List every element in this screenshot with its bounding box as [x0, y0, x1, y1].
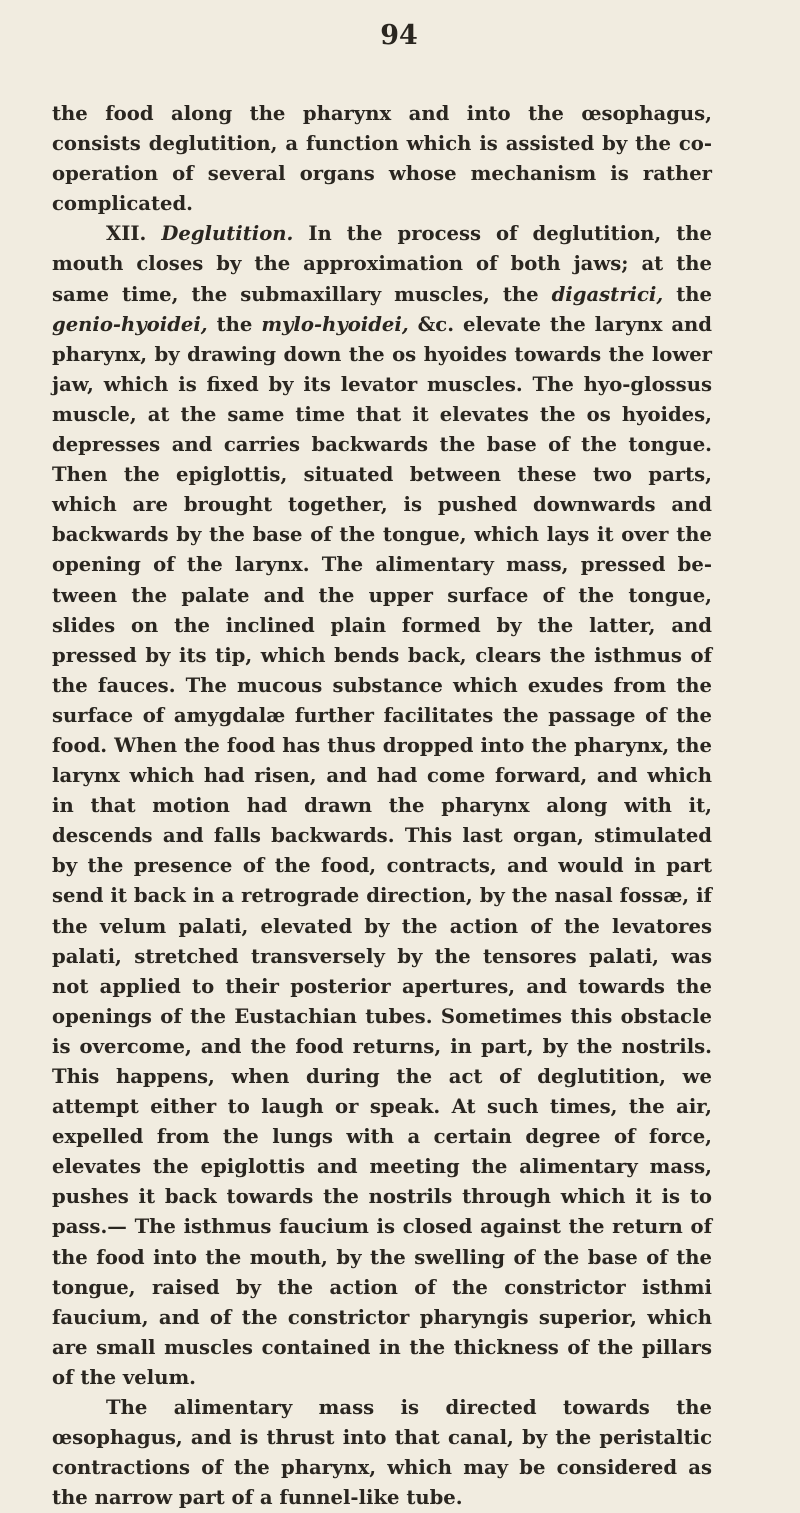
term-mylo-hyoidei: mylo-hyoidei,	[261, 312, 409, 336]
term-digastrici: digastrici,	[551, 282, 664, 306]
text-segment: the	[207, 312, 262, 336]
paragraph-alimentary-mass: The alimentary mass is directed towards the œsophagus, and is thrust into that canal, by the peristaltic contractions of the pharynx, which may be considered as the narrow part of a funnel-like tube.	[52, 1396, 712, 1510]
page-number: 94	[380, 20, 418, 51]
paragraph-continuation: the food along the pharynx and into the œsophagus, consists deglutition, a function which is assisted by the co-operation of several organs whose mechanism is rather complicated.	[52, 102, 712, 216]
paragraph-deglutition	[52, 219, 712, 1393]
text-segment: &c. elevate the larynx and pharynx, by drawing down the os hyoides towards the lower jaw, which is fixed by its levator muscles. The hyo-glossus muscle, at the same time that it elevates the os hyoides, depresses and carries backwards the base of the tongue. Then the epiglottis, situated between these two parts, which are brought together, is pushed downwards and backwards by the base of the tongue, which lays it over the opening of the larynx. The alimentary mass, pressed between the palate and the upper surface of the tongue, slides on the inclined plain formed by the latter, and pressed by its tip, which bends back, clears the isthmus of the fauces. The mucous substance which exudes from the surface of amygdalæ further facilitates the passage of the food. When the food has thus dropped into the pharynx, the larynx which had risen, and had come forward, and which in that motion had drawn the pharynx along with it, descends and falls backwards. This last organ, stimulated by the presence of the food, contracts, and would in part send it back in a retrograde direction, by the nasal fossæ, if the velum palati, elevated by the action of the levatores palati, stretched transversely by the tensores palati, was not applied to their posterior apertures, and towards the openings of the Eustachian tubes. Sometimes this obstacle is overcome, and the food returns, in part, by the nostrils. This happens, when during the act of deglutition, we attempt either to laugh or speak. At such times, the air, expelled from the lungs with a certain degree of force, elevates the epiglottis and meeting the alimentary mass, pushes it back towards the nostrils through which it is to pass.— The isthmus faucium is closed against the return of the food into the mouth, by the swelling of the base of the tongue, raised by the action of the constrictor isthmi faucium, and of the constrictor pharyngis superior, which are small muscles contained in the thickness of the pillars of the velum.	[52, 312, 713, 1389]
body-text	[52, 99, 712, 1513]
text-segment: In the process of deglutition, the mouth closes by the approximation of both jaws; at the same time, the submaxillary muscles, the	[52, 222, 712, 306]
term-genio-hyoidei: genio-hyoidei,	[52, 312, 208, 336]
text-segment: the	[663, 282, 712, 306]
section-title: Deglutition.	[161, 222, 294, 246]
section-number: XII.	[106, 222, 147, 246]
